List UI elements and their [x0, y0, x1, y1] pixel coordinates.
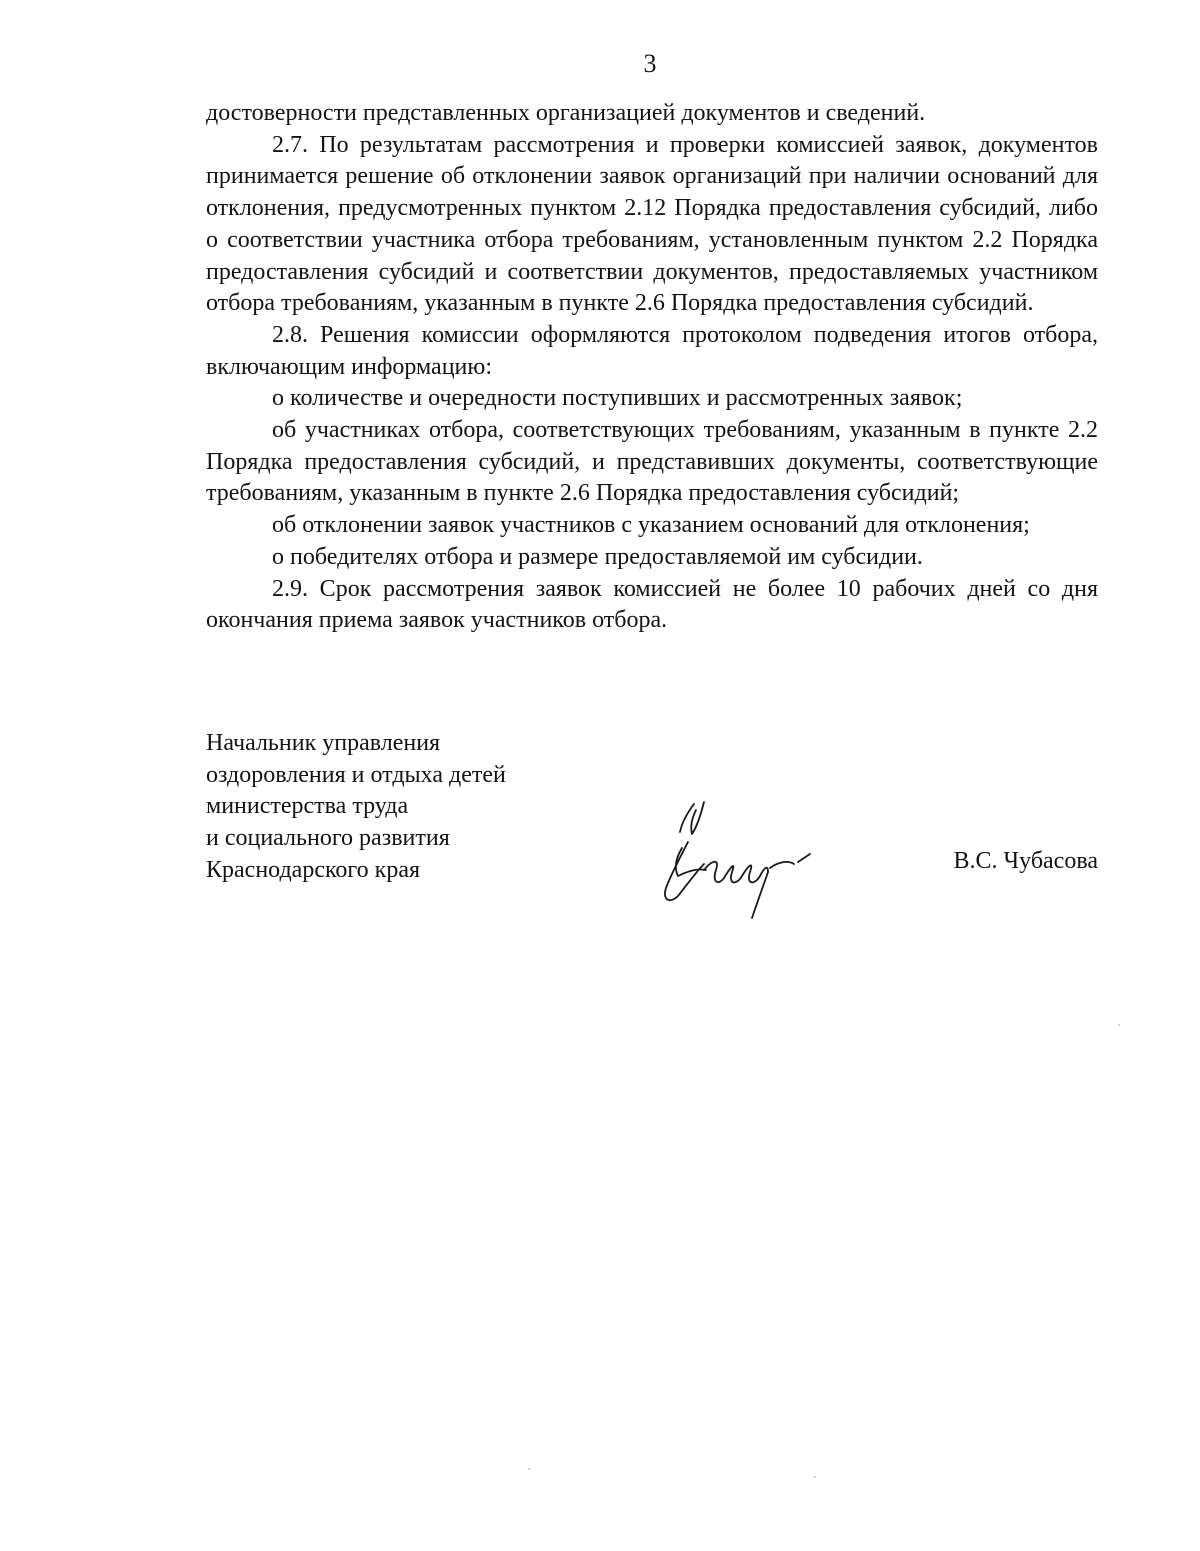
handwritten-signature [652, 788, 812, 928]
scan-speck [1118, 1024, 1120, 1026]
position-line: Начальник управления [206, 730, 441, 756]
position-line: и социального развития [206, 825, 450, 852]
paragraph-2-8: 2.8. Решения комиссии оформляются протоколом подведения итогов отбора, включающим информацию: [206, 321, 1098, 380]
document-body [206, 98, 1098, 637]
position-line: министерства труда [206, 793, 409, 820]
position-line: оздоровления и отдыха детей [206, 761, 506, 788]
list-item-participants: об участниках отбора, соответствующих требованиям, указанным в пункте 2.2 Порядка предоставления субсидий, и представивших документы, соответствующие требованиям, указанным в пункте 2.6 Порядка предоставления субсидий; [206, 417, 1098, 507]
list-item-applications: о количестве и очередности поступивших и рассмотренных заявок; [272, 385, 963, 412]
scan-speck [814, 1476, 816, 1478]
signatory-position [206, 728, 506, 887]
signatory-name: В.С. Чубасова [953, 848, 1098, 874]
scan-speck [528, 1468, 530, 1470]
signature-strokes [665, 802, 810, 918]
paragraph-2-9: 2.9. Срок рассмотрения заявок комиссией не более 10 рабочих дней со дня окончания приема заявок участников отбора. [206, 575, 1098, 634]
list-item-winners: о победителях отбора и размере предоставляемой им субсидии. [272, 543, 923, 570]
page-number: 3 [643, 49, 657, 78]
paragraph-continuation: достоверности представленных организацией документов и сведений. [206, 100, 926, 126]
paragraph-2-7: 2.7. По результатам рассмотрения и проверки комиссией заявок, документов принимается решение об отклонении заявок организаций при наличии оснований для отклонения, предусмотренных пунктом 2.12 Порядка предоставления субсидий, либо о соответствии участника отбора требованиям, установленным пунктом 2.2 Порядка предоставления субсидий и соответствии документов, предоставляемых участником отбора требованиям, указанным в пункте 2.6 Порядка предоставления субсидий. [206, 131, 1098, 317]
signature-block [206, 728, 1098, 928]
position-line: Краснодарского края [206, 856, 421, 883]
list-item-rejections: об отклонении заявок участников с указанием оснований для отклонения; [272, 512, 1030, 539]
